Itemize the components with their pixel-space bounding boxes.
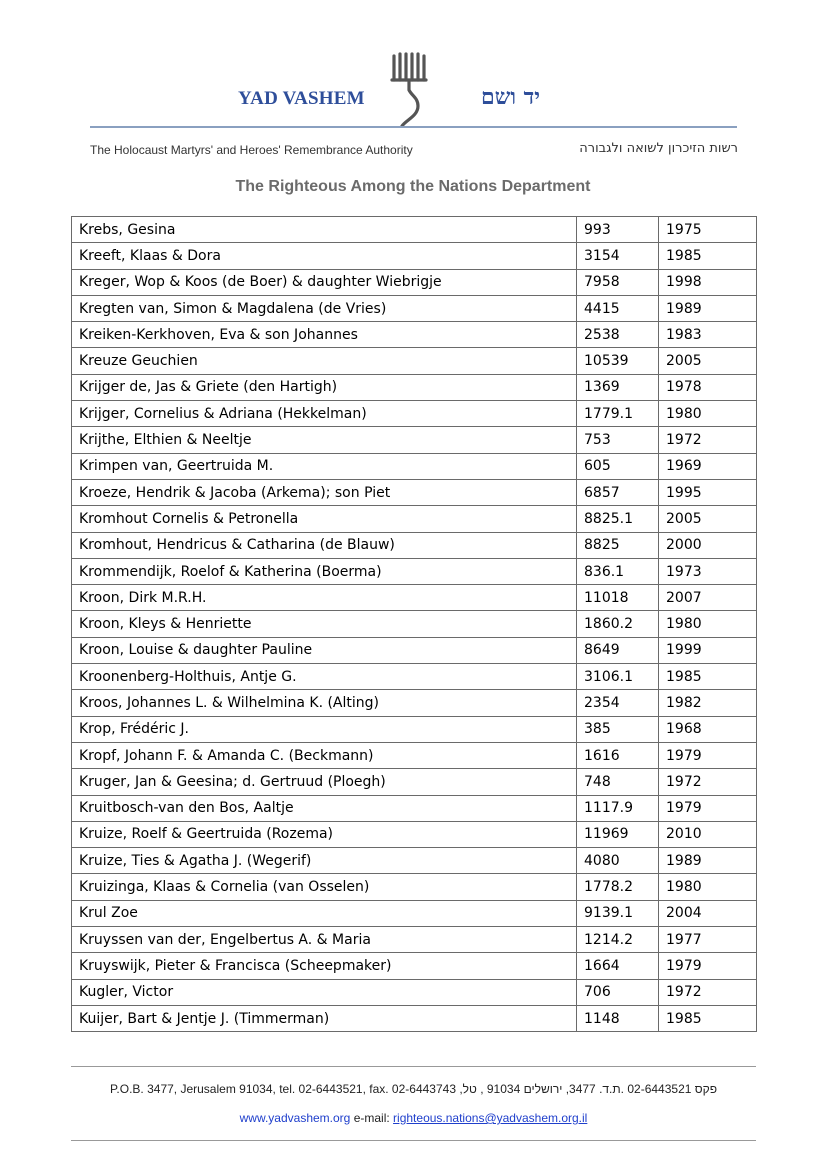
record-year-cell: 1973	[659, 558, 757, 584]
record-name-cell: Kruitbosch-van den Bos, Aaltje	[72, 795, 577, 821]
record-file-cell: 2538	[577, 322, 659, 348]
record-file-cell: 3154	[577, 243, 659, 269]
footer-bottom-divider	[71, 1140, 756, 1141]
record-name-cell: Kreiken-Kerkhoven, Eva & son Johannes	[72, 322, 577, 348]
record-year-cell: 2004	[659, 900, 757, 926]
record-year-cell: 1989	[659, 848, 757, 874]
record-year-cell: 1977	[659, 927, 757, 953]
record-name-cell: Kruize, Ties & Agatha J. (Wegerif)	[72, 848, 577, 874]
record-name-cell: Kreeft, Klaas & Dora	[72, 243, 577, 269]
record-name-cell: Krul Zoe	[72, 900, 577, 926]
records-table-body	[72, 217, 757, 1032]
table-row	[72, 769, 757, 795]
record-name-cell: Krijger, Cornelius & Adriana (Hekkelman)	[72, 401, 577, 427]
table-row	[72, 217, 757, 243]
record-name-cell: Krebs, Gesina	[72, 217, 577, 243]
table-row	[72, 716, 757, 742]
record-file-cell: 8649	[577, 637, 659, 663]
record-name-cell: Kreuze Geuchien	[72, 348, 577, 374]
record-name-cell: Kuijer, Bart & Jentje J. (Timmerman)	[72, 1005, 577, 1031]
footer-address: P.O.B. 3477, Jerusalem 91034, tel. 02-6443521, fax. 02-6443743 ,פקס 02-6443521 .ת.ד. 3477, ירושלים 91034 , טל	[109, 1082, 718, 1096]
record-year-cell: 2010	[659, 821, 757, 847]
record-name-cell: Kregten van, Simon & Magdalena (de Vries)	[72, 295, 577, 321]
record-file-cell: 8825.1	[577, 506, 659, 532]
record-file-cell: 385	[577, 716, 659, 742]
table-row	[72, 979, 757, 1005]
record-file-cell: 1616	[577, 742, 659, 768]
record-year-cell: 2007	[659, 585, 757, 611]
record-name-cell: Kruyswijk, Pieter & Francisca (Scheepmaker)	[72, 953, 577, 979]
record-file-cell: 4080	[577, 848, 659, 874]
record-file-cell: 1214.2	[577, 927, 659, 953]
website-link[interactable]: www.yadvashem.org	[239, 1111, 351, 1125]
record-year-cell: 2005	[659, 506, 757, 532]
record-file-cell: 836.1	[577, 558, 659, 584]
table-row	[72, 927, 757, 953]
table-row	[72, 348, 757, 374]
table-row	[72, 243, 757, 269]
record-file-cell: 1778.2	[577, 874, 659, 900]
record-year-cell: 2005	[659, 348, 757, 374]
record-name-cell: Krimpen van, Geertruida M.	[72, 453, 577, 479]
record-name-cell: Kroonenberg-Holthuis, Antje G.	[72, 664, 577, 690]
record-name-cell: Kroos, Johannes L. & Wilhelmina K. (Alting)	[72, 690, 577, 716]
footer-top-divider	[71, 1066, 756, 1067]
authority-name-en: The Holocaust Martyrs' and Heroes' Remembrance Authority	[90, 143, 413, 157]
record-name-cell: Kroon, Louise & daughter Pauline	[72, 637, 577, 663]
table-row	[72, 374, 757, 400]
table-row	[72, 664, 757, 690]
record-year-cell: 1999	[659, 637, 757, 663]
table-row	[72, 742, 757, 768]
record-file-cell: 2354	[577, 690, 659, 716]
record-year-cell: 2000	[659, 532, 757, 558]
table-row	[72, 874, 757, 900]
record-year-cell: 1989	[659, 295, 757, 321]
record-year-cell: 1972	[659, 979, 757, 1005]
table-row	[72, 269, 757, 295]
record-year-cell: 1982	[659, 690, 757, 716]
record-year-cell: 1979	[659, 795, 757, 821]
menorah-logo-icon	[384, 50, 436, 130]
table-row	[72, 1005, 757, 1031]
record-name-cell: Kroon, Kleys & Henriette	[72, 611, 577, 637]
record-name-cell: Krop, Frédéric J.	[72, 716, 577, 742]
record-year-cell: 1985	[659, 243, 757, 269]
footer-contact	[71, 1111, 756, 1125]
record-year-cell: 1979	[659, 742, 757, 768]
record-file-cell: 1664	[577, 953, 659, 979]
table-row	[72, 611, 757, 637]
record-name-cell: Krommendijk, Roelof & Katherina (Boerma)	[72, 558, 577, 584]
table-row	[72, 322, 757, 348]
table-row	[72, 453, 757, 479]
record-year-cell: 1969	[659, 453, 757, 479]
record-name-cell: Kruize, Roelf & Geertruida (Rozema)	[72, 821, 577, 847]
record-file-cell: 11018	[577, 585, 659, 611]
authority-name-he: רשות הזיכרון לשואה ולגבורה	[579, 141, 738, 156]
table-row	[72, 900, 757, 926]
record-file-cell: 9139.1	[577, 900, 659, 926]
record-file-cell: 753	[577, 427, 659, 453]
record-year-cell: 1980	[659, 401, 757, 427]
table-row	[72, 953, 757, 979]
record-name-cell: Kruger, Jan & Geesina; d. Gertruud (Ploegh)	[72, 769, 577, 795]
record-file-cell: 6857	[577, 479, 659, 505]
record-year-cell: 1980	[659, 874, 757, 900]
table-row	[72, 690, 757, 716]
header-divider	[90, 126, 737, 128]
table-row	[72, 848, 757, 874]
record-year-cell: 1985	[659, 664, 757, 690]
table-row	[72, 427, 757, 453]
record-file-cell: 4415	[577, 295, 659, 321]
record-year-cell: 1985	[659, 1005, 757, 1031]
org-name-en: YAD VASHEM	[238, 88, 365, 109]
record-file-cell: 748	[577, 769, 659, 795]
org-name-he: יד ושם	[481, 84, 540, 110]
table-row	[72, 295, 757, 321]
table-row	[72, 795, 757, 821]
record-name-cell: Kugler, Victor	[72, 979, 577, 1005]
record-name-cell: Kruyssen van der, Engelbertus A. & Maria	[72, 927, 577, 953]
record-year-cell: 1979	[659, 953, 757, 979]
record-year-cell: 1978	[659, 374, 757, 400]
table-row	[72, 585, 757, 611]
record-year-cell: 1998	[659, 269, 757, 295]
table-row	[72, 558, 757, 584]
record-year-cell: 1995	[659, 479, 757, 505]
record-name-cell: Kroon, Dirk M.R.H.	[72, 585, 577, 611]
record-file-cell: 605	[577, 453, 659, 479]
record-year-cell: 1972	[659, 427, 757, 453]
record-year-cell: 1968	[659, 716, 757, 742]
record-file-cell: 3106.1	[577, 664, 659, 690]
table-row	[72, 821, 757, 847]
record-year-cell: 1972	[659, 769, 757, 795]
email-label: e-mail:	[350, 1111, 394, 1125]
record-file-cell: 8825	[577, 532, 659, 558]
record-name-cell: Kroeze, Hendrik & Jacoba (Arkema); son Piet	[72, 479, 577, 505]
record-file-cell: 1117.9	[577, 795, 659, 821]
record-file-cell: 7958	[577, 269, 659, 295]
table-row	[72, 506, 757, 532]
record-name-cell: Kromhout, Hendricus & Catharina (de Blauw)	[72, 532, 577, 558]
record-file-cell: 1369	[577, 374, 659, 400]
record-name-cell: Krijthe, Elthien & Neeltje	[72, 427, 577, 453]
table-row	[72, 637, 757, 663]
record-year-cell: 1980	[659, 611, 757, 637]
record-name-cell: Kromhout Cornelis & Petronella	[72, 506, 577, 532]
department-title: The Righteous Among the Nations Department	[235, 178, 591, 195]
record-file-cell: 1860.2	[577, 611, 659, 637]
record-file-cell: 1779.1	[577, 401, 659, 427]
table-row	[72, 479, 757, 505]
table-row	[72, 532, 757, 558]
table-row	[72, 401, 757, 427]
email-link[interactable]: righteous.nations@yadvashem.org.il	[393, 1111, 588, 1125]
record-file-cell: 1148	[577, 1005, 659, 1031]
record-year-cell: 1983	[659, 322, 757, 348]
record-name-cell: Kruizinga, Klaas & Cornelia (van Osselen)	[72, 874, 577, 900]
record-name-cell: Kropf, Johann F. & Amanda C. (Beckmann)	[72, 742, 577, 768]
record-name-cell: Kreger, Wop & Koos (de Boer) & daughter Wiebrigje	[72, 269, 577, 295]
record-file-cell: 706	[577, 979, 659, 1005]
record-file-cell: 11969	[577, 821, 659, 847]
righteous-records-table	[71, 216, 757, 1032]
record-year-cell: 1975	[659, 217, 757, 243]
record-name-cell: Krijger de, Jas & Griete (den Hartigh)	[72, 374, 577, 400]
record-file-cell: 993	[577, 217, 659, 243]
record-file-cell: 10539	[577, 348, 659, 374]
